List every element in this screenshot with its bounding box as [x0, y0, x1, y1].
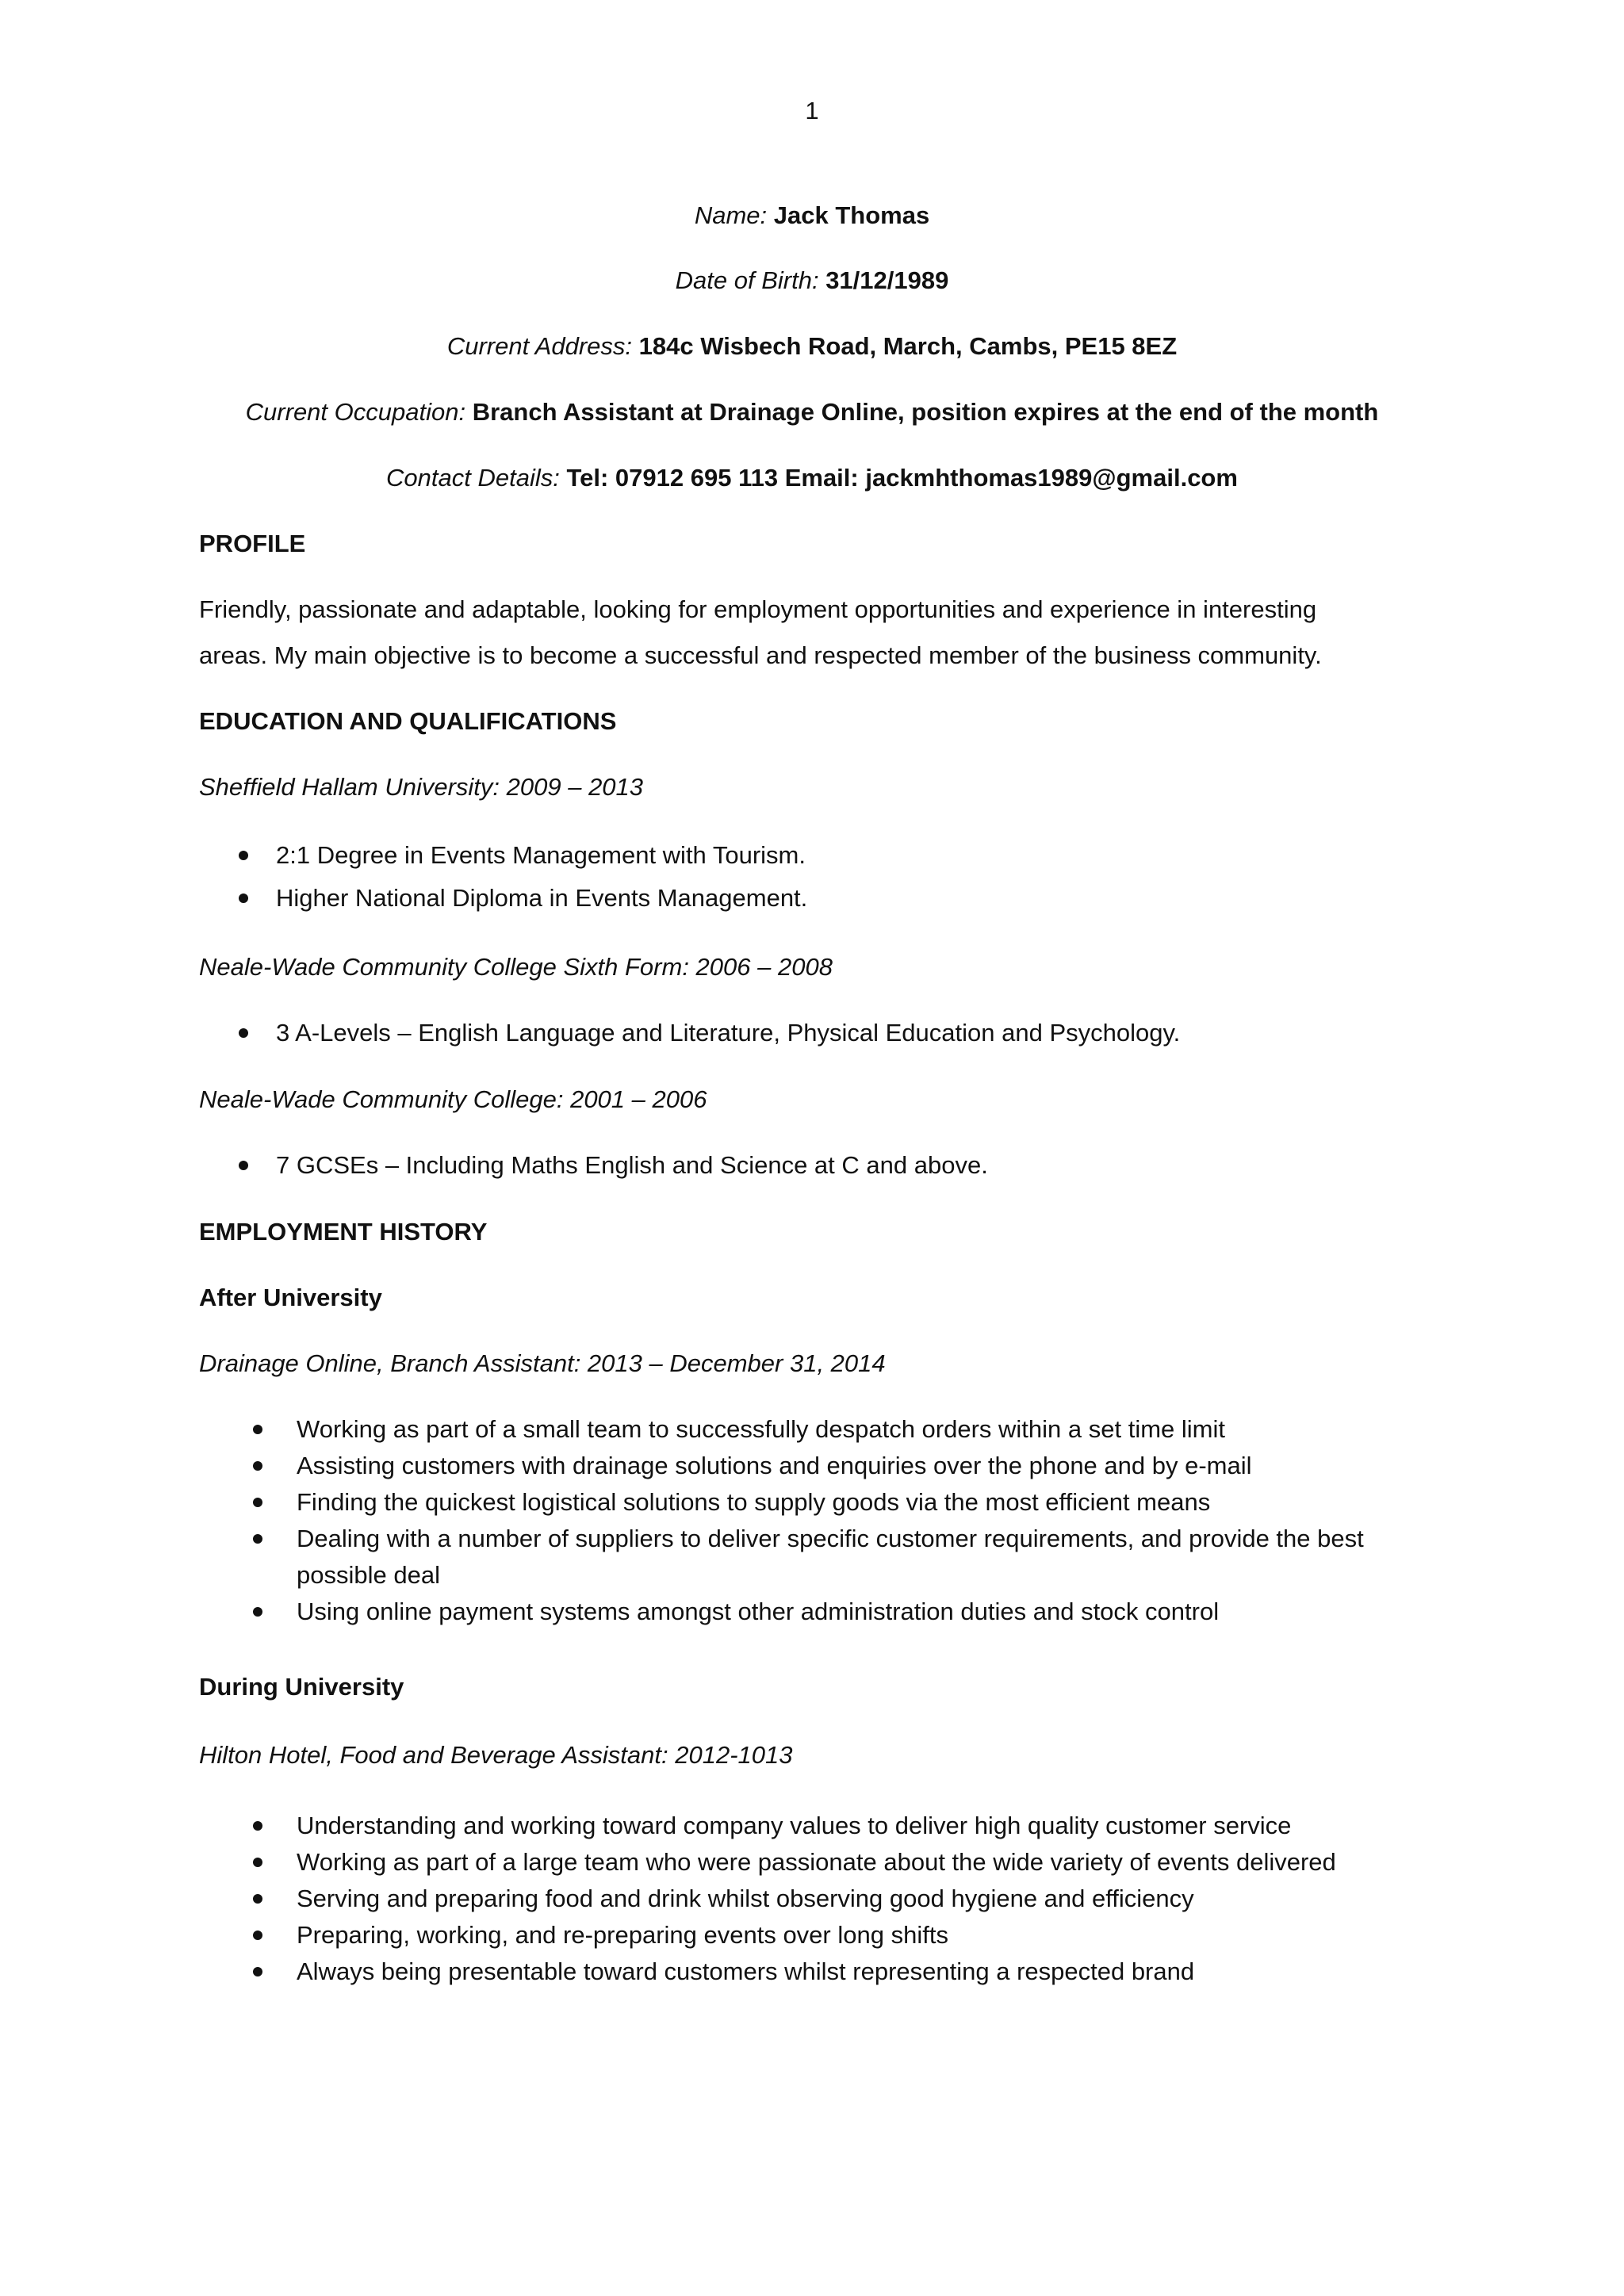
bullet-icon	[253, 1858, 262, 1867]
bullet-icon	[253, 1821, 262, 1831]
institution-title: Sheffield Hallam University: 2009 – 2013	[199, 773, 644, 801]
bullet-icon	[239, 1161, 248, 1170]
address-value: 184c Wisbech Road, March, Cambs, PE15 8EZ	[638, 332, 1178, 360]
bullet-icon	[253, 1931, 262, 1940]
role-title: Hilton Hotel, Food and Beverage Assistant: 2012-1013	[199, 1741, 793, 1769]
list-item: Always being presentable toward customers whilst representing a respected brand	[199, 1954, 1436, 1990]
name-value: Jack Thomas	[773, 201, 930, 229]
profile-line-1: Friendly, passionate and adaptable, looking for employment opportunities and experience in interesting	[199, 595, 1317, 623]
profile-line-2: areas. My main objective is to become a successful and respected member of the business community.	[199, 641, 1322, 669]
bullet-icon	[253, 1967, 262, 1976]
name-line	[0, 200, 1624, 232]
institution-title: Neale-Wade Community College: 2001 – 2006	[199, 1085, 707, 1113]
list-item: Working as part of a large team who were passionate about the wide variety of events delivered	[199, 1844, 1436, 1881]
bullet-icon	[253, 1498, 262, 1507]
bullet-icon	[239, 894, 248, 903]
occupation-value: Branch Assistant at Drainage Online, position expires at the end of the month	[472, 398, 1379, 426]
bullet-icon	[239, 851, 248, 860]
list-item: Assisting customers with drainage solutions and enquiries over the phone and by e-mail	[199, 1448, 1436, 1484]
bullet-icon	[253, 1534, 262, 1544]
bullet-icon	[253, 1607, 262, 1617]
list-item: Higher National Diploma in Events Management.	[199, 877, 807, 920]
education-heading: EDUCATION AND QUALIFICATIONS	[199, 707, 617, 735]
page-number: 1	[805, 97, 819, 124]
bullet-icon	[253, 1425, 262, 1434]
role-title: Drainage Online, Branch Assistant: 2013 – December 31, 2014	[199, 1349, 886, 1377]
list-item: Understanding and working toward company values to deliver high quality customer service	[199, 1808, 1436, 1844]
profile-heading: PROFILE	[199, 530, 306, 557]
contact-line	[0, 462, 1624, 494]
list-item: Working as part of a small team to successfully despatch orders within a set time limit	[199, 1411, 1436, 1448]
institution-title: Neale-Wade Community College Sixth Form: 2006 – 2008	[199, 953, 833, 981]
list-item: 7 GCSEs – Including Maths English and Science at C and above.	[199, 1144, 988, 1187]
education-list	[199, 1012, 1180, 1054]
dob-value: 31/12/1989	[825, 266, 949, 294]
dob-label: Date of Birth:	[675, 266, 819, 294]
bullet-icon	[253, 1894, 262, 1904]
list-item: Finding the quickest logistical solutions to supply goods via the most efficient means	[199, 1484, 1436, 1521]
address-line	[0, 331, 1624, 362]
occupation-line	[0, 396, 1624, 428]
education-list	[199, 1144, 988, 1187]
education-list	[199, 834, 807, 920]
occupation-label: Current Occupation:	[245, 398, 466, 426]
list-item: 2:1 Degree in Events Management with Tourism.	[199, 834, 807, 877]
bullet-icon	[239, 1028, 248, 1038]
dob-line	[0, 265, 1624, 297]
list-item: Using online payment systems amongst other administration duties and stock control	[199, 1594, 1436, 1630]
list-item: 3 A-Levels – English Language and Literature, Physical Education and Psychology.	[199, 1012, 1180, 1054]
name-label: Name:	[694, 201, 768, 229]
employment-heading: EMPLOYMENT HISTORY	[199, 1218, 488, 1246]
list-item: Dealing with a number of suppliers to deliver specific customer requirements, and provide the best possible deal	[199, 1521, 1436, 1594]
bullet-icon	[253, 1461, 262, 1471]
list-item: Preparing, working, and re-preparing events over long shifts	[199, 1917, 1436, 1954]
contact-value: Tel: 07912 695 113 Email: jackmhthomas1989@gmail.com	[566, 464, 1238, 492]
employment-subheading: During University	[199, 1673, 404, 1701]
contact-label: Contact Details:	[386, 464, 560, 492]
address-label: Current Address:	[446, 332, 632, 360]
employment-subheading: After University	[199, 1284, 382, 1311]
employment-list	[199, 1808, 1436, 1990]
list-item: Serving and preparing food and drink whilst observing good hygiene and efficiency	[199, 1881, 1436, 1917]
employment-list	[199, 1411, 1436, 1630]
